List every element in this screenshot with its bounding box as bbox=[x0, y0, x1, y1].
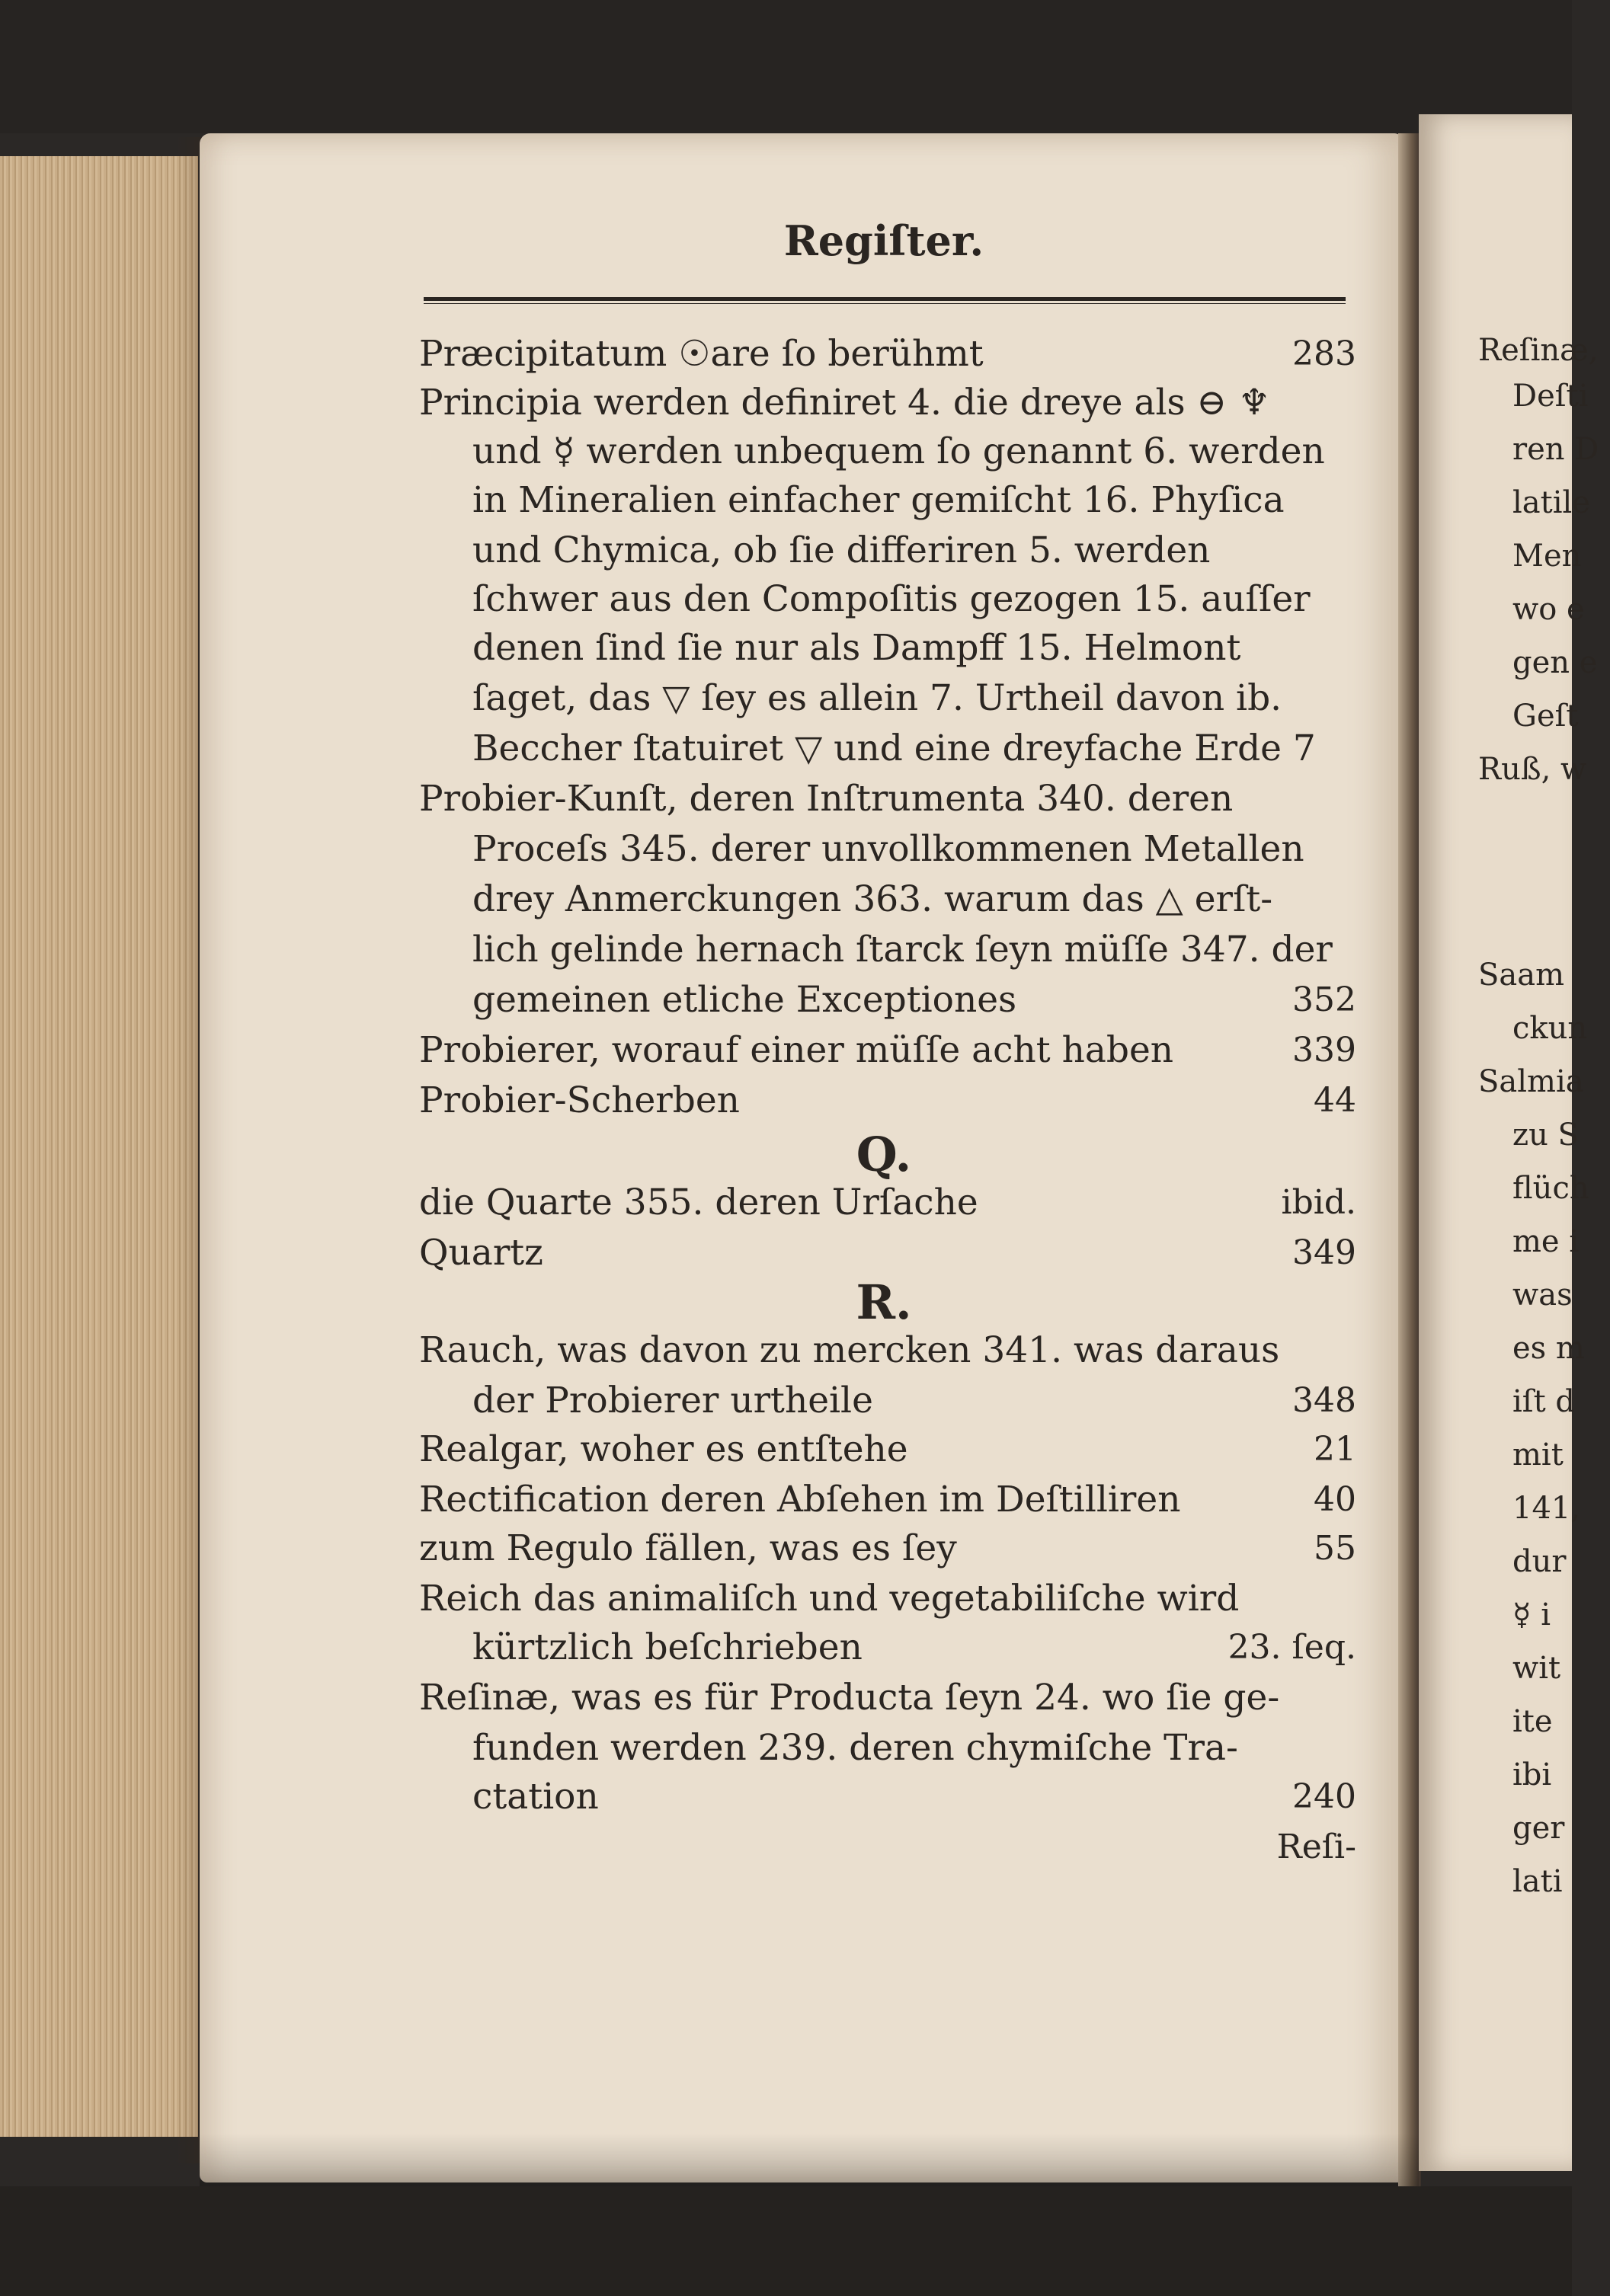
right-page-fragment: flüch bbox=[1512, 1171, 1589, 1206]
right-page-fragment: Salmia bbox=[1478, 1064, 1584, 1099]
page-reference: 23. ſeq. bbox=[1228, 1628, 1356, 1667]
register-line: ſchwer aus den Compoſitis gezogen 15. auſſer bbox=[472, 578, 1311, 620]
page-reference: 44 bbox=[1314, 1081, 1356, 1120]
book-gutter bbox=[1398, 133, 1421, 2190]
right-page-fragment: iſt d bbox=[1512, 1384, 1575, 1419]
page-reference: 283 bbox=[1292, 334, 1356, 373]
right-page-fragment: ren D bbox=[1512, 432, 1599, 467]
register-line: funden werden 239. deren chymiſche Tra- bbox=[472, 1727, 1238, 1769]
page-reference: 40 bbox=[1314, 1480, 1356, 1519]
register-line: Beccher ſtatuiret ▽ und eine dreyfache Erde 7 bbox=[472, 727, 1316, 769]
register-line: lich gelinde hernach ſtarck ſeyn müſſe 347. der bbox=[472, 929, 1333, 971]
right-page-fragment: es m bbox=[1512, 1331, 1585, 1366]
head-rule-thin bbox=[424, 303, 1346, 304]
register-line: Probier-Kunſt, deren Inſtrumenta 340. deren bbox=[419, 778, 1234, 820]
register-line: Proceſs 345. derer unvollkommenen Metallen bbox=[472, 828, 1304, 870]
right-page-fragment: zu S bbox=[1512, 1118, 1579, 1153]
register-line: Rectification deren Abſehen im Deſtilliren bbox=[419, 1479, 1181, 1521]
page-reference: 339 bbox=[1292, 1031, 1356, 1070]
right-page-fragment: ibi bbox=[1512, 1757, 1552, 1792]
register-line: Probier-Scherben bbox=[419, 1079, 740, 1121]
right-page-fragment: lati bbox=[1512, 1864, 1563, 1899]
running-head: Regiſter. bbox=[783, 216, 984, 265]
page-bottom-shadow bbox=[200, 2133, 1419, 2194]
right-page-fragment: ☿ i bbox=[1512, 1597, 1551, 1632]
right-page-fragment: wit bbox=[1512, 1651, 1561, 1686]
register-line: Realgar, woher es entſtehe bbox=[419, 1428, 908, 1470]
page-reference: 349 bbox=[1292, 1233, 1356, 1272]
page-edges bbox=[0, 156, 198, 2137]
right-page-fragment: ite bbox=[1512, 1704, 1553, 1739]
right-page-fragment: gen e bbox=[1512, 645, 1598, 680]
register-line: Rauch, was davon zu mercken 341. was daraus bbox=[419, 1329, 1280, 1371]
right-page-fragment: Deſti bbox=[1512, 379, 1589, 414]
register-line: gemeinen etliche Exceptiones bbox=[472, 979, 1017, 1021]
right-page-fragment: latile bbox=[1512, 485, 1590, 520]
background-top bbox=[0, 0, 1572, 133]
register-line: denen ſind ſie nur als Dampff 15. Helmont bbox=[472, 627, 1241, 669]
right-page-fragment: ger bbox=[1512, 1811, 1565, 1846]
right-page-fragment: dur bbox=[1512, 1544, 1567, 1579]
page-reference: 348 bbox=[1292, 1381, 1356, 1420]
register-line: ctation bbox=[472, 1776, 599, 1818]
right-page-fragment: Men bbox=[1512, 539, 1582, 574]
right-page-fragment: Ruß, w bbox=[1478, 752, 1587, 787]
right-page-fragment: me i bbox=[1512, 1224, 1580, 1259]
page-reference: 240 bbox=[1292, 1777, 1356, 1816]
register-line: und Chymica, ob ſie differiren 5. werden bbox=[472, 529, 1211, 571]
right-page-fragment: was bbox=[1512, 1278, 1573, 1313]
right-page-fragment: ckun bbox=[1512, 1011, 1588, 1046]
page-reference: 352 bbox=[1292, 980, 1356, 1019]
register-line: kürtzlich beſchrieben bbox=[472, 1626, 863, 1668]
register-line: Reſinæ, was es für Producta ſeyn 24. wo ſie ge- bbox=[419, 1677, 1280, 1719]
register-line: Quartz bbox=[419, 1232, 543, 1274]
catchword: Reſi- bbox=[1276, 1828, 1356, 1866]
register-line: Principia werden definiret 4. die dreye als ⊖ ♆ bbox=[419, 382, 1271, 424]
register-line: der Probierer urtheile bbox=[472, 1380, 873, 1421]
register-line: drey Anmerckungen 363. warum das △ erſt- bbox=[472, 878, 1273, 920]
register-line: Præcipitatum ☉are ſo berühmt bbox=[419, 333, 984, 375]
register-line: zum Regulo fällen, was es ſey bbox=[419, 1527, 957, 1569]
background-bottom bbox=[0, 2186, 1572, 2296]
register-line: Probierer, worauf einer müſſe acht haben bbox=[419, 1029, 1174, 1071]
right-page-fragment: 141, bbox=[1512, 1491, 1581, 1526]
right-page-fragment: mit bbox=[1512, 1437, 1564, 1473]
right-page-fragment: wo e bbox=[1512, 592, 1585, 627]
register-line: und ☿ werden unbequem ſo genannt 6. werden bbox=[472, 430, 1325, 472]
head-rule bbox=[424, 297, 1346, 301]
register-line: die Quarte 355. deren Urſache bbox=[419, 1182, 978, 1223]
page-reference: 55 bbox=[1314, 1529, 1356, 1568]
section-letter: R. bbox=[856, 1274, 912, 1330]
right-page-fragment: Geſt bbox=[1512, 699, 1579, 734]
section-letter: Q. bbox=[856, 1127, 912, 1182]
register-line: ſaget, das ▽ ſey es allein 7. Urtheil davon ib. bbox=[472, 677, 1282, 719]
register-line: Reich das animaliſch und vegetabiliſche wird bbox=[419, 1578, 1240, 1620]
register-line: in Mineralien einfacher gemiſcht 16. Phyſica bbox=[472, 479, 1285, 521]
right-page-fragment: Saam bbox=[1478, 958, 1565, 993]
right-page-fragment: Reſinæ, bbox=[1478, 333, 1599, 368]
page-reference: 21 bbox=[1314, 1430, 1356, 1469]
page-reference: ibid. bbox=[1281, 1183, 1356, 1222]
